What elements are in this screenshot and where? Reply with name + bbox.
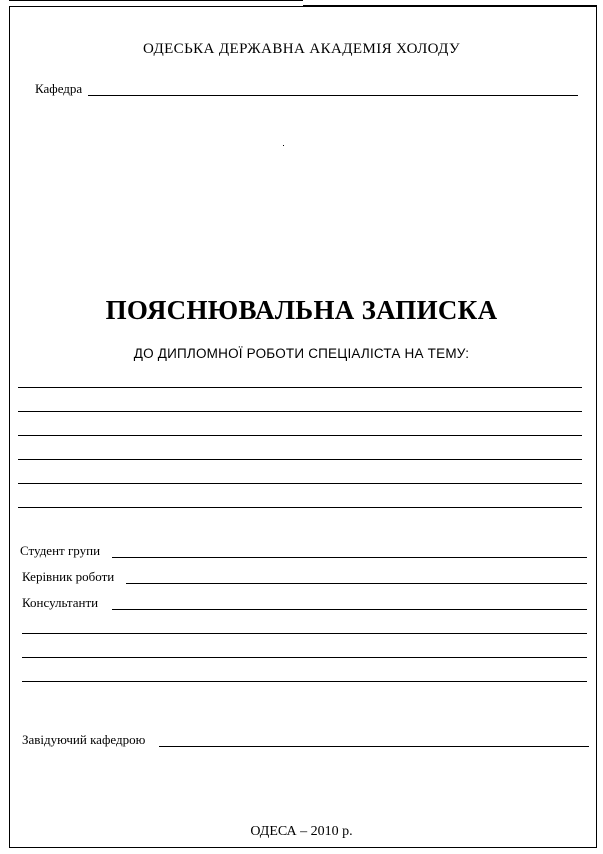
consultants-line-2 (22, 633, 587, 634)
topic-line-2 (18, 411, 582, 412)
supervisor-fill-line (126, 583, 587, 584)
head-of-department-fill-line (159, 746, 589, 747)
topic-line-4 (18, 459, 582, 460)
student-fill-line (112, 557, 587, 558)
consultants-fill-line (112, 609, 587, 610)
document-subtitle: ДО ДИПЛОМНОЇ РОБОТИ СПЕЦІАЛІСТА НА ТЕМУ: (133, 346, 470, 361)
place-and-year: ОДЕСА – 2010 р. (250, 824, 353, 839)
academy-name: ОДЕСЬКА ДЕРЖАВНА АКАДЕМІЯ ХОЛОДУ (143, 41, 460, 57)
consultants-line-3 (22, 657, 587, 658)
supervisor-label: Керівник роботи (22, 569, 115, 584)
document-title: ПОЯСНЮВАЛЬНА ЗАПИСКА (105, 295, 498, 325)
topic-line-5 (18, 483, 582, 484)
consultants-label: Консультанти (22, 595, 99, 610)
head-of-department-label: Завідуючий кафедрою (22, 732, 146, 747)
department-label: Кафедра (35, 81, 83, 96)
topic-line-3 (18, 435, 582, 436)
student-label: Студент групи (20, 543, 101, 558)
stray-dot (283, 145, 284, 146)
page-frame (9, 6, 597, 848)
department-fill-line (88, 95, 578, 96)
topic-line-6 (18, 507, 582, 508)
consultants-line-4 (22, 681, 587, 682)
topic-line-1 (18, 387, 582, 388)
top-edge-line-left (9, 0, 303, 1)
